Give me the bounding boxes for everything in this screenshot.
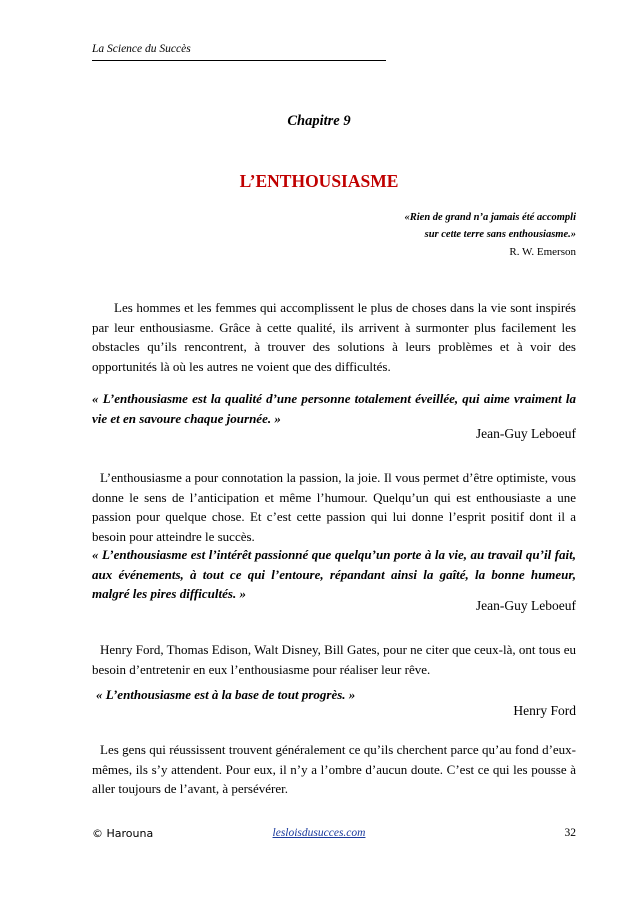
footer-copyright: © Harouna <box>92 827 154 840</box>
running-header: La Science du Succès <box>92 43 191 55</box>
chapter-title: L’ENTHOUSIASME <box>239 171 399 191</box>
epigraph-author: R. W. Emerson <box>509 246 576 258</box>
epigraph-line-1: «Rien de grand n’a jamais été accompli <box>404 212 576 223</box>
quote-1: « L’enthousiasme est la qualité d’une personne totalement éveillée, qui aime vraiment la vie et en savoure chaque journée. » <box>92 391 576 426</box>
quote-2-author: Jean-Guy Leboeuf <box>475 598 576 613</box>
footer-website-link[interactable]: lesloisdusucces.com <box>272 827 366 839</box>
chapter-label: Chapitre 9 <box>287 113 351 129</box>
epigraph-line-2: sur cette terre sans enthousiasme.» <box>424 229 576 240</box>
paragraph-4: Les gens qui réussissent trouvent généralement ce qu’ils cherchent parce qu’au fond d’eux-mêmes, ils s’y attendent. Pour eux, il n’y a l’ombre d’aucun doute. C’est ce qui les pousse à aller toujours de l’avant, à persévérer. <box>92 742 576 796</box>
quote-2: « L’enthousiasme est l’intérêt passionné que quelqu’un porte à la vie, au travail qu’il fait, aux événements, à tout ce qui l’entoure, répandant ainsi la gaîté, la bonne humeur, malgré les pires difficultés. » <box>92 547 576 601</box>
quote-3-author: Henry Ford <box>513 703 576 718</box>
quote-3: « L’enthousiasme est à la base de tout progrès. » <box>96 687 356 702</box>
page-number: 32 <box>564 827 576 839</box>
paragraph-1: Les hommes et les femmes qui accomplissent le plus de choses dans la vie sont inspirés par leur enthousiasme. Grâce à cette qualité, ils arrivent à surmonter plus facilement les obstacles qu’ils rencontrent, à trouver des solutions à leurs problèmes et à voir des opportunités là où les autres ne voient que des difficultés. <box>92 300 576 374</box>
quote-1-author: Jean-Guy Leboeuf <box>475 426 576 441</box>
header-rule <box>92 60 386 61</box>
paragraph-2: L’enthousiasme a pour connotation la passion, la joie. Il vous permet d’être optimiste, vous donne le sens de l’anticipation et même l’humour. Quelqu’un qui est enthousiaste a une passion pour quelque chose. Et c’est cette passion qui lui donne l’esprit positif dont il a besoin pour atteindre le succès. <box>92 470 576 544</box>
paragraph-3: Henry Ford, Thomas Edison, Walt Disney, Bill Gates, pour ne citer que ceux-là, ont tous eu besoin d’entretenir en eux l’enthousiasme pour réaliser leur rêve. <box>92 642 576 677</box>
